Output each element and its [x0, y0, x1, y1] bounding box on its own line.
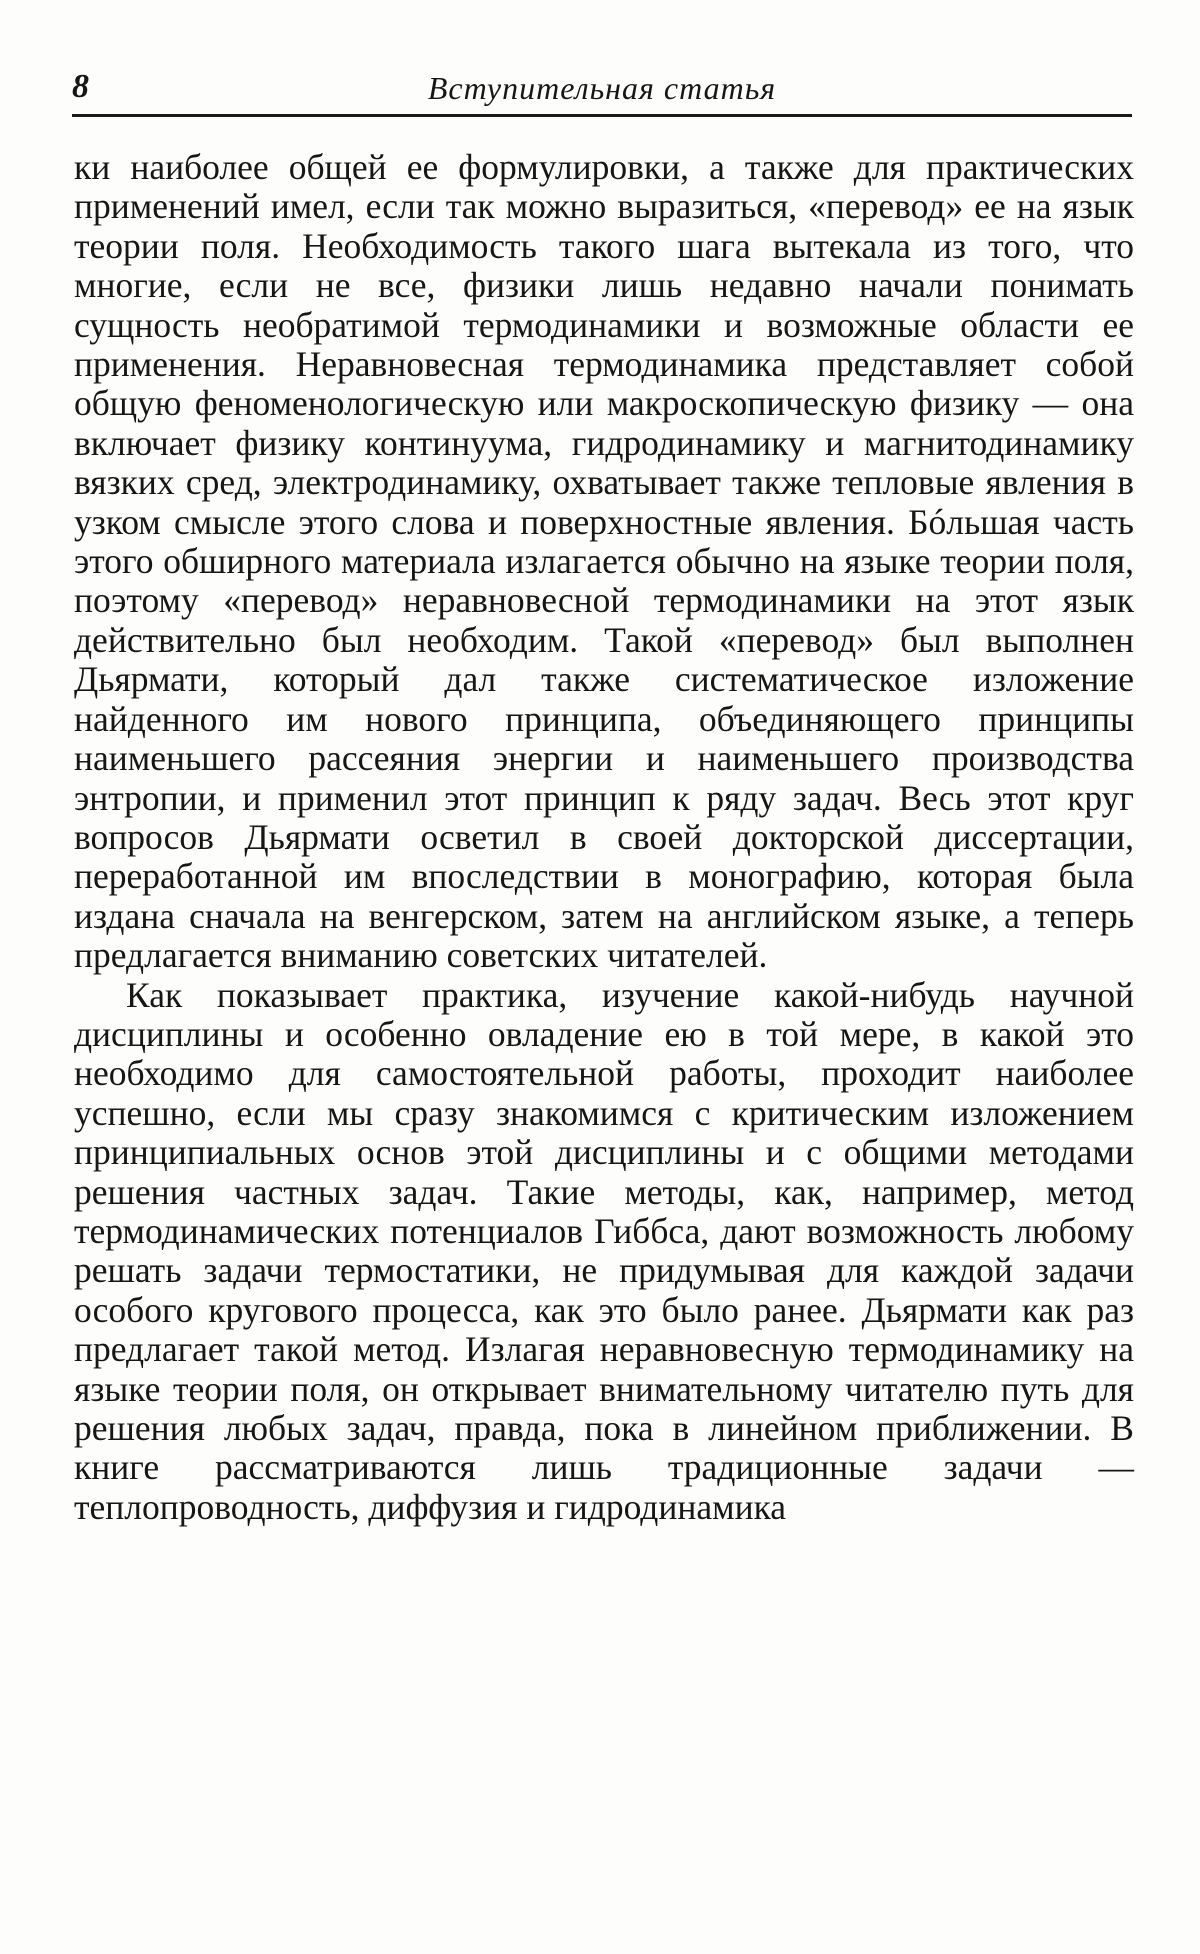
paragraph-2: Как показывает практика, изучение какой-нибудь научной дисциплины и особенно овладение ею в той мере, в какой это необходимо для самостоятельной работы, проходит наиболее успешно, если мы сразу знакомимся с критическим изложением принципиальных основ этой дисциплины и с общими методами решения частных задач. Такие методы, как, например, метод термодинамических потенциалов Гиббса, дают возможность любому решать задачи термостатики, не придумывая для каждой задачи особого кругового процесса, как это было ранее. Дьярмати как раз предлагает такой метод. Излагая неравновесную термодинамику на языке теории поля, он открывает внимательному читателю путь для решения любых задач, правда, пока в линейном приближении. В книге рассматриваются лишь традиционные задачи — теплопроводность, диффузия и гидродинамика [74, 974, 1134, 1527]
header-rule [72, 114, 1132, 117]
paragraph-1: ки наиболее общей ее формулировки, а также для практических применений имел, если так можно выразиться, «перевод» ее на язык теории поля. Необходимость такого шага вытекала из того, что многие, если не все, физики лишь недавно начали понимать сущность необратимой термодинамики и возможные области ее применения. Неравновесная термодинамика представляет собой общую феноменологическую или макроскопическую физику — она включает физику континуума, гидродинамику и магнитодинамику вязких сред, электродинамику, охватывает также тепловые явления в узком смысле этого слова и поверхностные явления. Бóльшая часть этого обширного материала излагается обычно на языке теории поля, поэтому «перевод» неравновесной термодинамики на этот язык действительно был необходим. Такой «перевод» был выполнен Дьярмати, который дал также систематическое изложение найденного им нового принципа, объединяющего принципы наименьшего рассеяния энергии и наименьшего производства энтропии, и применил этот принцип к ряду задач. Весь этот круг вопросов Дьярмати осветил в своей докторской диссертации, переработанной им впоследствии в монографию, которая была издана сначала на венгерском, затем на английском языке, а теперь предлагается вниманию советских читателей. [74, 147, 1134, 976]
body-text [74, 148, 1134, 1527]
page-number: 8 [72, 68, 89, 105]
running-head [72, 62, 1132, 114]
running-title: Вступительная статья [427, 70, 777, 106]
